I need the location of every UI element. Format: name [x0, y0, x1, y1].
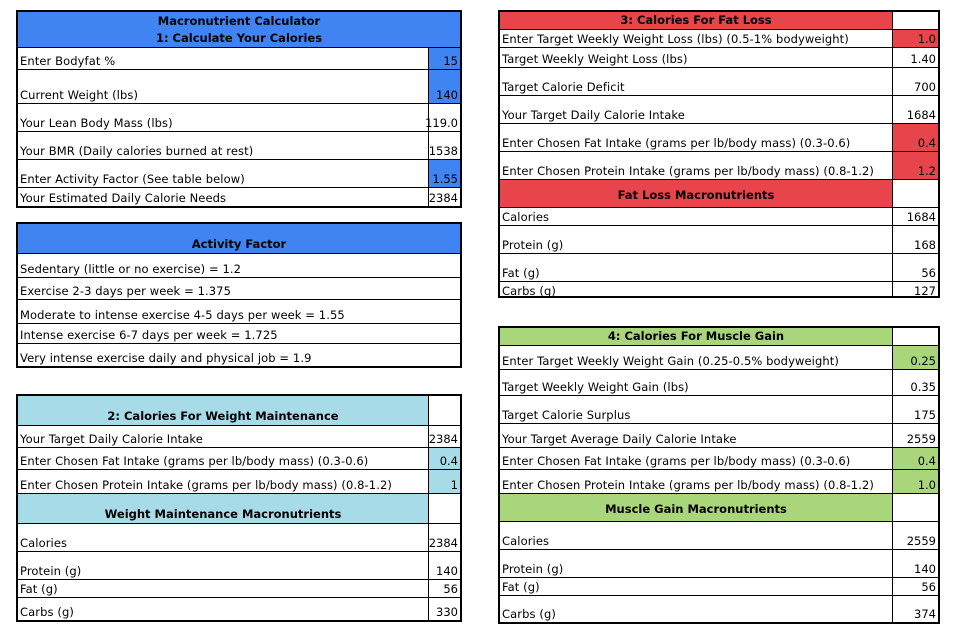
weight-input[interactable]: 140	[428, 70, 460, 103]
activity-row: Moderate to intense exercise 4-5 days per week = 1.55	[18, 300, 460, 324]
fat-loss-deficit-row: Target Calorie Deficit 700	[500, 68, 938, 96]
maintenance-calories-row: Calories 2384	[18, 524, 460, 552]
fat-loss-fat-g-row: Fat (g) 56	[500, 254, 938, 282]
maintenance-table	[16, 394, 462, 622]
fat-loss-protein-g-row: Protein (g) 168	[500, 226, 938, 254]
maintenance-macro-title-row: Weight Maintenance Macronutrients	[18, 494, 460, 524]
fat-loss-title-row: 3: Calories For Fat Loss	[500, 12, 938, 30]
fat-loss-target-row: Enter Target Weekly Weight Loss (lbs) (0.5-1% bodyweight) 1.0	[502, 32, 936, 46]
activity-row: Very intense exercise daily and physical job = 1.9	[20, 351, 312, 365]
gain-calories-row: Calories 2559	[500, 522, 938, 550]
fat-loss-lbs-row: Target Weekly Weight Loss (lbs) 1.40	[500, 48, 938, 68]
activity-factor-row	[18, 160, 460, 188]
bodyfat-row	[18, 48, 460, 70]
gain-fat-row: Enter Chosen Fat Intake (grams per lb/body mass) (0.3-0.6) 0.4	[500, 448, 938, 470]
gain-intake-row: Your Target Average Daily Calorie Intake 2559	[500, 424, 938, 448]
weekly-gain-input[interactable]: 0.25	[892, 346, 938, 369]
maintenance-protein-row: Enter Chosen Protein Intake (grams per lb/body mass) (0.8-1.2) 1	[18, 470, 460, 494]
row-label: Your Estimated Daily Calorie Needs	[20, 191, 227, 205]
row-label: Enter Bodyfat %	[20, 54, 116, 68]
fat-loss-protein-input[interactable]: 1.2	[892, 152, 938, 179]
gain-protein-row: Enter Chosen Protein Intake (grams per lb/body mass) (0.8-1.2) 1.0	[500, 470, 938, 494]
maintenance-fat-row: Enter Chosen Fat Intake (grams per lb/body mass) (0.3-0.6) 0.4	[18, 448, 460, 470]
gain-title-row: 4: Calories For Muscle Gain	[500, 328, 938, 346]
calorie-calculator-table	[16, 10, 462, 208]
maintenance-carbs-row: Carbs (g) 330	[18, 598, 460, 620]
activity-factor-table	[16, 222, 462, 368]
row-label: Enter Activity Factor (See table below)	[20, 172, 245, 186]
gain-fat-g-row: Fat (g) 56	[502, 580, 936, 594]
gain-protein-input[interactable]: 1.0	[892, 470, 938, 493]
row-label: Your BMR (Daily calories burned at rest)	[20, 144, 254, 158]
activity-row: Intense exercise 6-7 days per week = 1.725	[18, 324, 460, 344]
fat-loss-fat-row: Enter Chosen Fat Intake (grams per lb/body mass) (0.3-0.6) 0.4	[500, 124, 938, 152]
maintenance-protein-g-row: Protein (g) 140	[18, 552, 460, 580]
weight-row	[18, 70, 460, 104]
gain-lbs-row: Target Weekly Weight Gain (lbs) 0.35	[500, 370, 938, 396]
bodyfat-input[interactable]: 15	[428, 48, 460, 69]
gain-macro-title-row: Muscle Gain Macronutrients	[500, 494, 938, 522]
gain-carbs-row: Carbs (g) 374	[500, 596, 938, 622]
lean-mass-value: 119.0	[428, 104, 460, 131]
daily-needs-value: 2384	[428, 188, 460, 206]
calculator-title-cell: Macronutrient Calculator	[18, 12, 460, 30]
activity-factor-input[interactable]: 1.55	[428, 160, 460, 187]
row-label: Current Weight (lbs)	[20, 88, 139, 102]
fat-loss-protein-row: Enter Chosen Protein Intake (grams per lb/body mass) (0.8-1.2) 1.2	[500, 152, 938, 180]
fat-loss-table	[498, 10, 940, 298]
row-label: Your Lean Body Mass (lbs)	[20, 116, 173, 130]
calculator-subtitle-cell: 1: Calculate Your Calories	[18, 30, 460, 48]
bmr-value: 1538	[428, 132, 460, 159]
gain-surplus-row: Target Calorie Surplus 175	[500, 396, 938, 424]
lean-mass-row	[18, 104, 460, 132]
maintenance-intake-value: 2384	[428, 426, 460, 447]
maintenance-intake-row: Your Target Daily Calorie Intake 2384	[18, 426, 460, 448]
gain-protein-g-row: Protein (g) 140	[500, 550, 938, 578]
gain-fat-input[interactable]: 0.4	[892, 448, 938, 469]
maintenance-protein-input[interactable]: 1	[428, 470, 460, 493]
fat-loss-intake-row: Your Target Daily Calorie Intake 1684	[500, 96, 938, 124]
bmr-row	[18, 132, 460, 160]
fat-loss-macro-title-row: Fat Loss Macronutrients	[500, 180, 938, 208]
gain-target-row: Enter Target Weekly Weight Gain (0.25-0.5% bodyweight) 0.25	[500, 346, 938, 370]
maintenance-fat-input[interactable]: 0.4	[428, 448, 460, 469]
activity-row: Sedentary (little or no exercise) = 1.2	[18, 254, 460, 278]
daily-needs-row	[18, 188, 460, 206]
muscle-gain-table	[498, 326, 940, 624]
fat-loss-fat-input[interactable]: 0.4	[892, 124, 938, 151]
maintenance-fat-g-row: Fat (g) 56	[20, 582, 458, 596]
activity-row: Exercise 2-3 days per week = 1.375	[18, 278, 460, 300]
activity-title-cell: Activity Factor	[18, 224, 460, 254]
fat-loss-carbs-row: Carbs (g) 127	[502, 284, 936, 298]
maintenance-title-row: 2: Calories For Weight Maintenance	[18, 396, 460, 426]
fat-loss-calories-row: Calories 1684	[502, 210, 936, 224]
weekly-loss-input[interactable]: 1.0	[892, 30, 938, 47]
